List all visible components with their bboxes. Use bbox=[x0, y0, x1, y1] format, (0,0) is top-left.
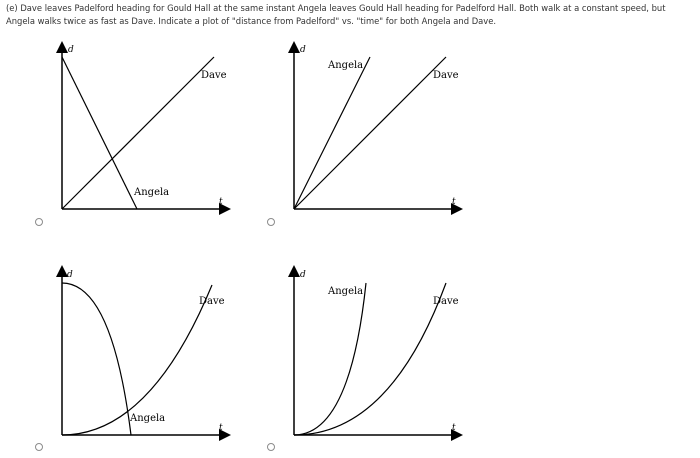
y-axis-label: d bbox=[300, 45, 306, 55]
option-c-radio[interactable] bbox=[35, 443, 43, 451]
y-axis-label: d bbox=[68, 45, 74, 55]
option-d-radio[interactable] bbox=[267, 443, 275, 451]
x-axis-label: t bbox=[219, 423, 223, 433]
y-axis-label: d bbox=[300, 270, 306, 280]
dave-curve bbox=[294, 283, 446, 435]
angela-curve bbox=[294, 283, 366, 435]
dave-label: Dave bbox=[201, 70, 227, 81]
angela-label: Angela bbox=[130, 413, 166, 424]
x-axis-label: t bbox=[219, 197, 223, 207]
dave-label: Dave bbox=[433, 296, 459, 307]
option-b-radio[interactable] bbox=[267, 218, 275, 226]
angela-label: Angela bbox=[328, 286, 364, 297]
angela-label: Angela bbox=[134, 187, 170, 198]
x-axis-label: t bbox=[452, 197, 456, 207]
dave-label: Dave bbox=[199, 296, 225, 307]
question-text: (e) Dave leaves Padelford heading for Gould Hall at the same instant Angela leaves Gould Hall heading for Padelford Hall. Both walk at a constant speed, but Angela walks twice as fast as Dave. Indicate a plot of "distance from Padelford" vs. "time" for both Angela and Dave. bbox=[6, 3, 666, 26]
dave-label: Dave bbox=[433, 70, 459, 81]
option-a-radio[interactable] bbox=[35, 218, 43, 226]
y-axis-label: d bbox=[67, 270, 73, 280]
angela-label: Angela bbox=[328, 60, 364, 71]
x-axis-label: t bbox=[452, 423, 456, 433]
